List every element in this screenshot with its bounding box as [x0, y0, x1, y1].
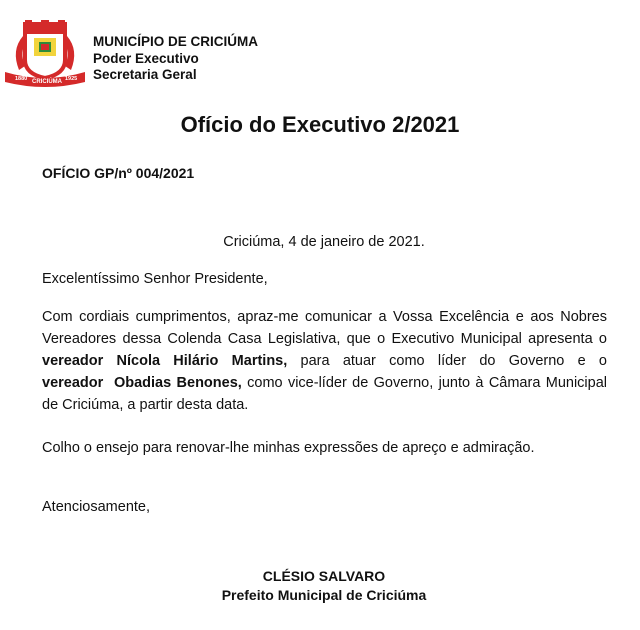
- body-text-part3: como vice-líder de Governo, junto à Câmara Municipal de Criciúma, a partir desta data.: [42, 375, 607, 413]
- vice-leader-name: vereador Obadias Benones,: [42, 375, 242, 391]
- signature-block: [0, 567, 640, 605]
- document-reference: OFÍCIO GP/nº 004/2021: [42, 165, 195, 181]
- document-title: Ofício do Executivo 2/2021: [180, 112, 460, 137]
- closing-paragraph: Colho o ensejo para renovar-lhe minhas expressões de apreço e admiração.: [42, 440, 535, 456]
- salutation: Excelentíssimo Senhor Presidente,: [42, 271, 268, 287]
- letterhead: [93, 34, 258, 84]
- body-text-part2: para atuar como líder do Governo e o: [287, 353, 607, 369]
- date-line: Criciúma, 4 de janeiro de 2021.: [223, 234, 425, 250]
- department-name: Secretaria Geral: [93, 67, 197, 82]
- body-paragraph: [42, 306, 607, 416]
- branch-name: Poder Executivo: [93, 50, 199, 66]
- municipality-name: MUNICÍPIO DE CRICIÚMA: [93, 34, 258, 49]
- crest-ribbon-left: 1880: [15, 76, 28, 82]
- crest-ribbon-center: CRICIÚMA: [32, 79, 62, 85]
- coat-of-arms-icon: [3, 20, 87, 90]
- farewell: Atenciosamente,: [42, 499, 151, 515]
- signatory-name: CLÉSIO SALVARO: [262, 568, 386, 584]
- signatory-role: Prefeito Municipal de Criciúma: [221, 587, 427, 603]
- crest-ribbon-right: 1925: [65, 76, 78, 82]
- leader-name: vereador Nícola Hilário Martins,: [42, 353, 288, 369]
- body-text-part1: Com cordiais cumprimentos, apraz-me comunicar a Vossa Excelência e aos Nobres Vereadores dessa Colenda Casa Legislativa, que o Executivo Municipal apresenta o: [42, 309, 607, 347]
